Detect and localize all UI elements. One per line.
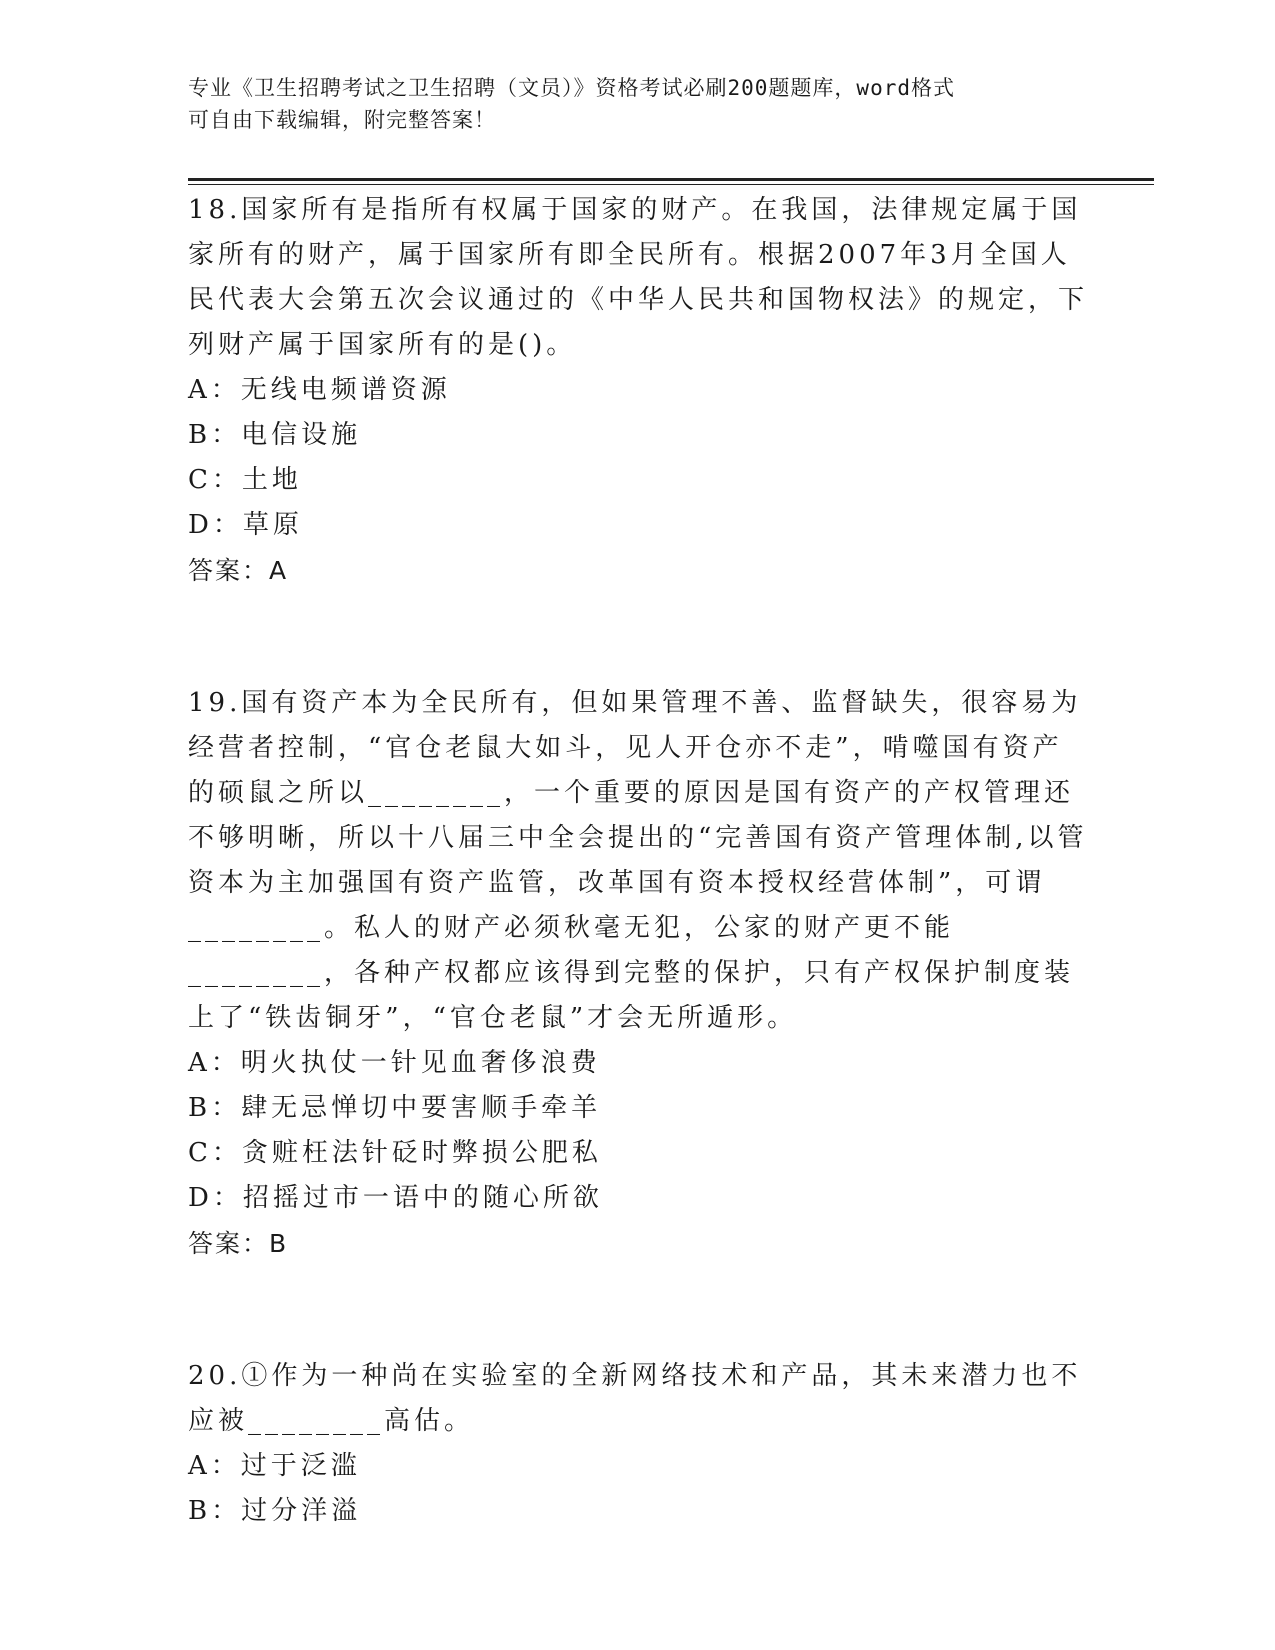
question-list [188, 188, 1088, 1534]
question-spacer [188, 593, 1088, 681]
option-b: B：过分洋溢 [188, 1496, 362, 1526]
page-header [188, 72, 1068, 136]
option-b: B：电信设施 [188, 420, 362, 450]
answer-line: 答案：B [188, 1229, 289, 1258]
header-divider-thick [188, 178, 1154, 181]
option-c: C：土地 [188, 465, 302, 495]
header-divider-thin [188, 184, 1154, 185]
question-19 [188, 681, 1088, 1266]
option-a: A：过于泛滥 [188, 1451, 361, 1481]
question-spacer [188, 1266, 1088, 1354]
question-stem: 18.国家所有是指所有权属于国家的财产。在我国，法律规定属于国家所有的财产，属于国家所有即全民所有。根据2007年3月全国人民代表大会第五次会议通过的《中华人民共和国物权法》的规定，下列财产属于国家所有的是()。 [188, 195, 1089, 360]
option-d: D：草原 [188, 510, 303, 540]
question-20 [188, 1354, 1088, 1534]
option-a: A：明火执仗一针见血奢侈浪费 [188, 1048, 601, 1078]
option-a: A：无线电频谱资源 [188, 375, 451, 405]
question-18 [188, 188, 1088, 593]
header-line-1: 专业《卫生招聘考试之卫生招聘（文员）》资格考试必刷200题题库，word格式 [188, 76, 955, 100]
option-c: C：贪赃枉法针砭时弊损公肥私 [188, 1138, 602, 1168]
header-line-2: 可自由下载编辑，附完整答案！ [188, 108, 496, 132]
option-b: B：肆无忌惮切中要害顺手牵羊 [188, 1093, 602, 1123]
answer-line: 答案：A [188, 556, 289, 585]
option-d: D：招摇过市一语中的随心所欲 [188, 1183, 603, 1213]
question-stem: 20.①作为一种尚在实验室的全新网络技术和产品，其未来潜力也不应被________高估。 [188, 1361, 1082, 1436]
question-stem: 19.国有资产本为全民所有，但如果管理不善、监督缺失，很容易为经营者控制，“官仓老鼠大如斗，见人开仓亦不走”，啃噬国有资产的硕鼠之所以________，一个重要的原因是国有资产的产权管理还不够明晰，所以十八届三中全会提出的“完善国有资产管理体制,以管资本为主加强国有资产监管，改革国有资本授权经营体制”，可谓________。私人的财产必须秋毫无犯，公家的财产更不能________，各种产权都应该得到完整的保护，只有产权保护制度装上了“铁齿铜牙”，“官仓老鼠”才会无所遁形。 [188, 688, 1088, 1033]
